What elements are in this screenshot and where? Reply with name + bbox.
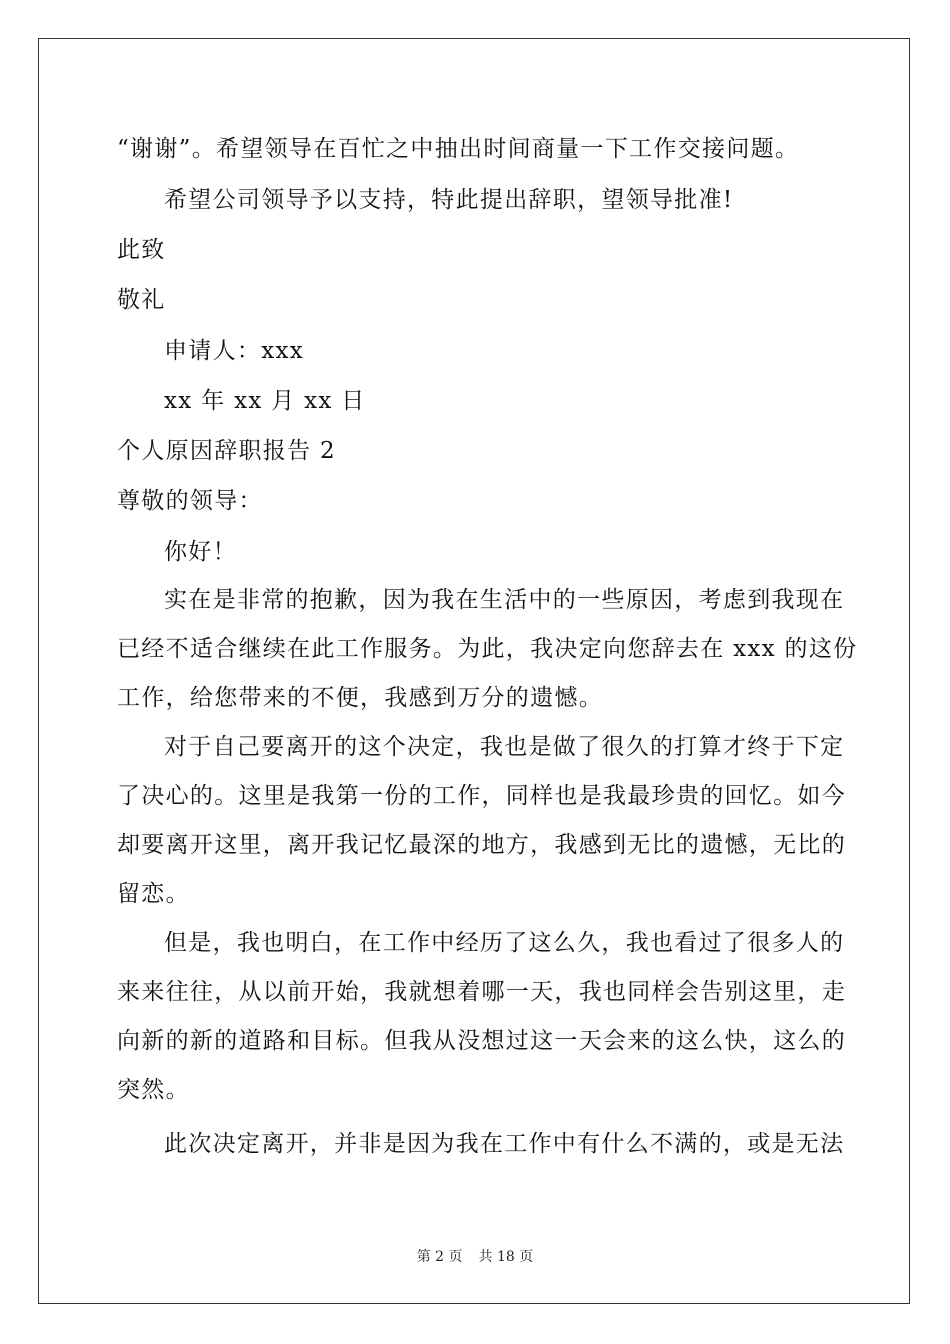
text-line-11: 已经不适合继续在此工作服务。为此，我决定向您辞去在 xxx 的这份 xyxy=(117,636,858,662)
text-line-21: 此次决定离开，并非是因为我在工作中有什么不满的，或是无法 xyxy=(164,1131,845,1157)
text-line-15: 却要离开这里，离开我记忆最深的地方，我感到无比的遗憾，无比的 xyxy=(117,832,846,858)
text-line-12: 工作，给您带来的不便，我感到万分的遗憾。 xyxy=(117,685,603,711)
page-total: 共 18 页 xyxy=(478,1249,534,1265)
text-line-2: 希望公司领导予以支持，特此提出辞职，望领导批准! xyxy=(164,187,734,213)
text-line-13: 对于自己要离开的这个决定，我也是做了很久的打算才终于下定 xyxy=(164,734,845,760)
closing-regards: 敬礼 xyxy=(117,287,166,313)
text-line-19: 向新的新的道路和目标。但我从没想过这一天会来的这么快，这么的 xyxy=(117,1028,846,1054)
text-line-14: 了决心的。这里是我第一份的工作，同样也是我最珍贵的回忆。如今 xyxy=(117,783,846,809)
closing-salutation: 此致 xyxy=(117,237,166,263)
greeting-line: 尊敬的领导： xyxy=(117,488,263,514)
text-line-10: 实在是非常的抱歉，因为我在生活中的一些原因，考虑到我现在 xyxy=(164,587,845,613)
page-footer xyxy=(0,1248,950,1266)
text-line-20: 突然。 xyxy=(117,1077,190,1103)
text-line-1: “谢谢”。希望领导在百忙之中抽出时间商量一下工作交接问题。 xyxy=(117,136,800,162)
report-title: 个人原因辞职报告 2 xyxy=(117,438,336,464)
applicant-line: 申请人：xxx xyxy=(164,338,305,364)
date-line: xx 年 xx 月 xx 日 xyxy=(164,388,366,414)
hello-line: 你好！ xyxy=(164,539,237,565)
text-line-18: 来来往往，从以前开始，我就想着哪一天，我也同样会告别这里，走 xyxy=(117,979,846,1005)
page-number: 第 2 页 xyxy=(416,1249,463,1265)
page-border xyxy=(38,38,910,1304)
text-line-17: 但是，我也明白，在工作中经历了这么久，我也看过了很多人的 xyxy=(164,930,845,956)
text-line-16: 留恋。 xyxy=(117,881,190,907)
